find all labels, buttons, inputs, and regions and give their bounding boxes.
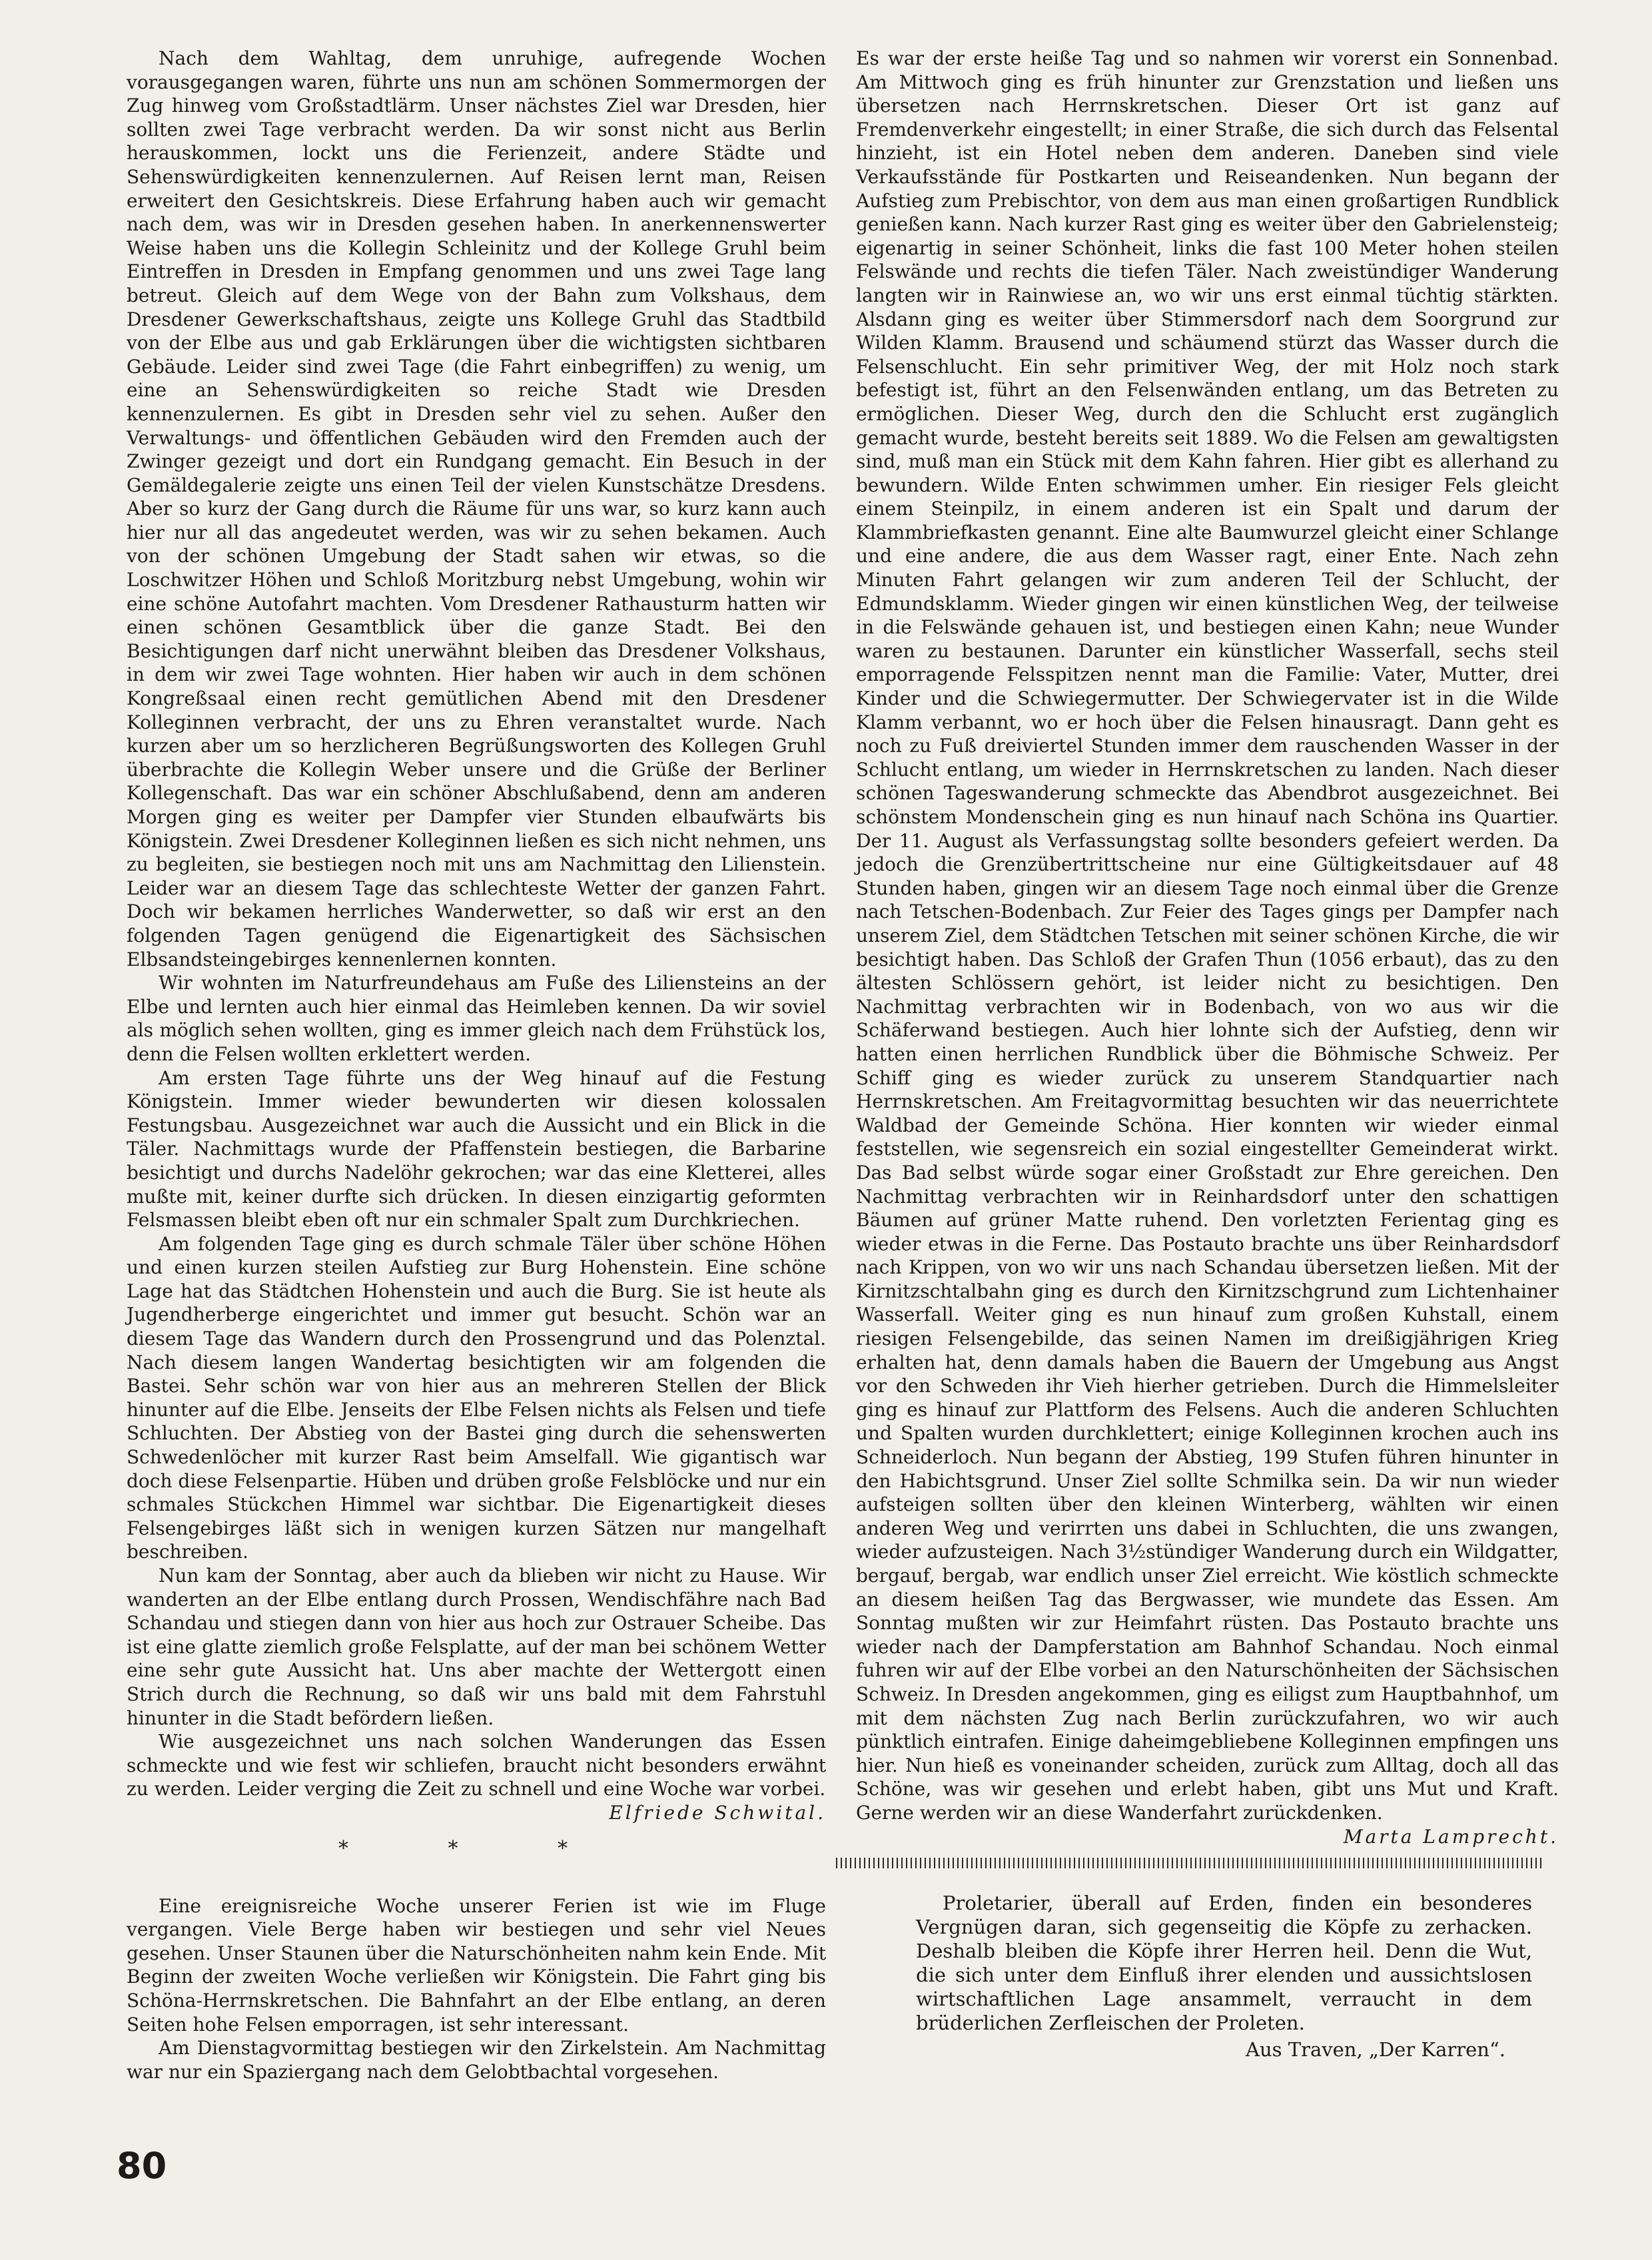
quote-source: Aus Traven, „Der Karren“. — [1246, 2038, 1505, 2062]
paragraph: Es war der erste heiße Tag und so nahmen wir vorerst ein Sonnenbad. Am Mittwoch ging es früh hinunter zur Grenzstation und ließen uns übersetzen nach Herrnskretschen. Dieser Ort ist ganz auf Fremdenverkehr eingestellt; in einer Straße, die sich durch das Felsental hinzieht, ist ein Hotel neben dem anderen. Daneben sind viele Verkaufsstände für Postkarten und Reiseandenken. Nun begann der Aufstieg zum Prebischtor, von dem aus man einen großartigen Rundblick genießen kann. Nach kurzer Rast ging es weiter über den Gabrielensteig; eigenartig in seiner Schönheit, links die fast 100 Meter hohen steilen Felswände und rechts die tiefen Täler. Nach zweistündiger Wanderung langten wir in Rainwiese an, wo wir uns erst einmal tüchtig stärkten. Alsdann ging es weiter über Stimmersdorf nach dem Soorgrund zur Wilden Klamm. Brausend und schäumend stürzt das Wasser durch die Felsenschlucht. Ein sehr primitiver Weg, der mit Holz noch stark befestigt ist, führt an den Felsenwänden entlang, um das Betreten zu ermöglichen. Dieser Weg, durch den die Schlucht erst zugänglich gemacht wurde, besteht bereits seit 1889. Wo die Felsen am gewaltigsten sind, muß man ein Stück mit dem Kahn fahren. Hier gibt es allerhand zu bewundern. Wilde Enten schwimmen umher. Ein riesiger Fels gleicht einem Steinpilz, in einem anderen ist ein Spalt und darum der Klammbriefkasten genannt. Eine alte Baumwurzel gleicht einer Schlange und eine andere, die aus dem Wasser ragt, einer Ente. Nach zehn Minuten Fahrt gelangen wir zum anderen Teil der Schlucht, der Edmundsklamm. Wieder gingen wir einen künstlichen Weg, der teilweise in die Felswände gehauen ist, und bestiegen einen Kahn; neue Wunder waren zu bestaunen. Darunter ein künstlicher Wasserfall, sechs steil emporragende Felsspitzen nennt man die Familie: Vater, Mutter, drei Kinder und die Schwiegermutter. Der Schwiegervater ist in die Wilde Klamm verbannt, wo er hoch über die Felsen hinausragt. Dann geht es noch zu Fuß dreiviertel Stunden immer dem rauschenden Wasser in der Schlucht entlang, um wieder in Herrnskretschen zu landen. Nach dieser schönen Tageswanderung schmeckte das Abendbrot ausgezeichnet. Bei schönstem Mondenschein ging es nun hinauf nach Schöna ins Quartier. Der 11. August als Verfassungstag sollte besonders gefeiert werden. Da jedoch die Grenzübertrittscheine nur eine Gültigkeitsdauer auf 48 Stunden haben, gingen wir an diesem Tage noch einmal über die Grenze nach Tetschen-Bodenbach. Zur Feier des Tages gings per Dampfer nach unserem Ziel, dem Städtchen Tetschen mit seiner schönen Kirche, die wir besichtigt haben. Das Schloß der Grafen Thun (1056 erbaut), das zu den ältesten Schlössern gehört, ist leider nicht zu besichtigen. Den Nachmittag verbrachten wir in Bodenbach, von wo aus wir die Schäferwand bestiegen. Auch hier lohnte sich der Aufstieg, denn wir hatten einen herrlichen Rundblick über die Böhmische Schweiz. Per Schiff ging es wieder zurück zu unserem Standquartier nach Herrnskretschen. Am Freitagvormittag besuchten wir das neuerrichtete Waldbad der Gemeinde Schöna. Hier konnten wir wieder einmal feststellen, wie segensreich ein sozial eingestellter Gemeinderat wirkt. Das Bad selbst würde sogar einer Großstadt zur Ehre gereichen. Den Nachmittag verbrachten wir in Reinhardsdorf unter den schattigen Bäumen auf grüner Matte ruhend. Den vorletzten Ferientag ging es wieder etwas in die Ferne. Das Postauto brachte uns über Reinhardsdorf nach Krippen, von wo wir uns nach Schandau übersetzen ließen. Mit der Kirnitzschtalbahn ging es durch den Kirnitzschgrund zum Lichtenhainer Wasserfall. Weiter ging es nun hinauf zum großen Kuhstall, einem riesigen Felsengebilde, das seinen Namen im dreißigjährigen Krieg erhalten hat, denn damals haben die Bauern der Umgebung aus Angst vor den Schweden ihr Vieh hierher getrieben. Durch die Himmelsleiter ging es hinauf zur Plattform des Felsens. Auch die anderen Schluchten und Spalten wurden durchklettert; einige Kolleginnen krochen auch ins Schneiderloch. Nun begann der Abstieg, 199 Stufen führen hinunter in den Habichtsgrund. Unser Ziel sollte Schmilka sein. Da wir nun wieder aufsteigen sollten über den kleinen Winterberg, wählten wir einen anderen Weg und verirrten uns dabei in Schluchten, die uns zwangen, wieder aufzusteigen. Nach 3½stündiger Wanderung durch ein Wildgatter, bergauf, bergab, war endlich unser Ziel erreicht. Wie köstlich schmeckte an diesem heißen Tag das Bergwasser, wie mundete das Essen. Am Sonntag mußten wir zur Heimfahrt rüsten. Das Postauto brachte uns wieder nach der Dampferstation am Bahnhof Schandau. Noch einmal fuhren wir auf der Elbe vorbei an den Naturschönheiten der Sächsischen Schweiz. In Dresden angekommen, ging es eiligst zum Hauptbahnhof, um mit dem nächsten Zug nach Berlin zurückzufahren, wo wir auch pünktlich eintrafen. Einige daheimgebliebene Kolleginnen empfingen uns hier. Nun hieß es voneinander scheiden, zurück zum Alltag, doch all das Schöne, was wir gesehen und erlebt haben, gibt uns Mut und Kraft. Gerne werden wir an diese Wanderfahrt zurückdenken. — [856, 47, 1559, 1824]
right-column — [856, 47, 1559, 2062]
paragraph: Nach dem Wahltag, dem unruhige, aufregende Wochen vorausgegangen waren, führte uns nun am schönen Sommermorgen der Zug hinweg vom Großstadtlärm. Unser nächstes Ziel war Dresden, hier sollten zwei Tage verbracht werden. Da wir sonst nicht aus Berlin herauskommen, lockt uns die Ferienzeit, andere Städte und Sehenswürdigkeiten kennenzulernen. Auf Reisen lernt man, Reisen erweitert den Gesichtskreis. Diese Erfahrung haben auch wir gemacht nach dem, was wir in Dresden gesehen haben. In anerkennenswerter Weise haben uns die Kollegin Schleinitz und der Kollege Gruhl beim Eintreffen in Dresden in Empfang genommen und uns zwei Tage lang betreut. Gleich auf dem Wege von der Bahn zum Volkshaus, dem Dresdener Gewerkschaftshaus, zeigte uns Kollege Gruhl das Stadtbild von der Elbe aus und gab Erklärungen über die wichtigsten sichtbaren Gebäude. Leider sind zwei Tage (die Fahrt einbegriffen) zu wenig, um eine an Sehenswürdigkeiten so reiche Stadt wie Dresden kennenzulernen. Es gibt in Dresden sehr viel zu sehen. Außer den Verwaltungs- und öffentlichen Gebäuden wird den Fremden auch der Zwinger gezeigt und dort ein Rundgang gemacht. Ein Besuch in der Gemäldegalerie zeigte uns einen Teil der vielen Kunstschätze Dresdens. Aber so kurz der Gang durch die Räume für uns war, so kurz kann auch hier nur all das angedeutet werden, was wir zu sehen bekamen. Auch von der schönen Umgebung der Stadt sahen wir etwas, so die Loschwitzer Höhen und Schloß Moritzburg nebst Umgebung, wohin wir eine schöne Autofahrt machten. Vom Dresdener Rathausturm hatten wir einen schönen Gesamtblick über die ganze Stadt. Bei den Besichtigungen darf nicht unerwähnt bleiben das Dresdener Volkshaus, in dem wir zwei Tage wohnten. Hier haben wir auch in dem schönen Kongreßsaal einen recht gemütlichen Abend mit den Dresdener Kolleginnen verbracht, der uns zu Ehren veranstaltet wurde. Nach kurzen aber um so herzlicheren Begrüßungsworten des Kollegen Gruhl überbrachte die Kollegin Weber unsere und die Grüße der Berliner Kollegenschaft. Das war ein schöner Abschlußabend, denn am anderen Morgen ging es weiter per Dampfer vier Stunden elbaufwärts bis Königstein. Zwei Dresdener Kolleginnen ließen es sich nicht nehmen, uns zu begleiten, sie bestiegen noch mit uns am Nachmittag den Lilienstein. Leider war an diesem Tage das schlechteste Wetter der ganzen Fahrt. Doch wir bekamen herrliches Wanderwetter, so daß wir erst an den folgenden Tagen genügend die Eigenartigkeit des Sächsischen Elbsandsteingebirges kennenlernen konnten. — [127, 47, 826, 970]
article-elfriede-schwital — [127, 47, 826, 1825]
left-column — [127, 47, 826, 2083]
paragraph: Wir wohnten im Naturfreundehaus am Fuße des Liliensteins an der Elbe und lernten auch hier einmal das Heimleben kennen. Da wir soviel als möglich sehen wollten, ging es immer gleich nach dem Frühstück los, denn die Felsen wollten erklettert werden. — [127, 972, 826, 1065]
page-number: 80 — [117, 2145, 167, 2187]
quote-box — [916, 1891, 1532, 2062]
paragraph: Am ersten Tage führte uns der Weg hinauf auf die Festung Königstein. Immer wieder bewunderten wir diesen kolossalen Festungsbau. Ausgezeichnet war auch die Aussicht und ein Blick in die Täler. Nachmittags wurde der Pfaffenstein bestiegen, die Barbarine besichtigt und durchs Nadelöhr gekrochen; war das eine Kletterei, alles mußte mit, keiner durfte sich drücken. In diesen einzigartig geformten Felsmassen bleibt eben oft nur ein schmaler Spalt zum Durchkriechen. — [127, 1066, 826, 1232]
quote-text: Proletarier, überall auf Erden, finden ein besonderes Vergnügen daran, sich gegenseitig die Köpfe zu zerhacken. Deshalb bleiben die Köpfe ihrer Herren heil. Denn die Wut, die sich unter dem Einfluß ihrer elenden und aussichtslosen wirtschaftlichen Lage ansammelt, verraucht in dem brüderlichen Zerfleischen der Proleten. — [916, 1892, 1532, 2035]
author-signature: Marta Lamprecht. — [1343, 1825, 1559, 1848]
article-marta-lamprecht-start — [127, 1894, 826, 2084]
dotted-divider — [836, 1858, 1542, 1868]
paragraph: Am Dienstagvormittag bestiegen wir den Zirkelstein. Am Nachmittag war nur ein Spaziergang nach dem Gelobtbachtal vorgesehen. — [127, 2037, 826, 2083]
article-marta-lamprecht-continued — [856, 47, 1559, 1848]
author-signature: Elfriede Schwital. — [609, 1801, 826, 1824]
paragraph: Nun kam der Sonntag, aber auch da blieben wir nicht zu Hause. Wir wanderten an der Elbe entlang durch Prossen, Wendischfähre nach Bad Schandau und stiegen dann von hier aus hoch zur Ostrauer Scheibe. Das ist eine glatte ziemlich große Felsplatte, auf der man bei schönem Wetter eine sehr gute Aussicht hat. Uns aber machte der Wettergott einen Strich durch die Rechnung, so daß wir uns bald mit dem Fahrstuhl hinunter in die Stadt befördern ließen. — [127, 1565, 826, 1729]
section-separator: * * * — [338, 1836, 615, 1860]
paragraph: Eine ereignisreiche Woche unserer Ferien ist wie im Fluge vergangen. Viele Berge haben wir bestiegen und sehr viel Neues gesehen. Unser Staunen über die Naturschönheiten nahm kein Ende. Mit Beginn der zweiten Woche verließen wir Königstein. Die Fahrt ging bis Schöna-Herrnskretschen. Die Bahnfahrt an der Elbe entlang, an deren Seiten hohe Felsen emporragen, ist sehr interessant. — [127, 1894, 826, 2036]
paragraph: Am folgenden Tage ging es durch schmale Täler über schöne Höhen und einen kurzen steilen Aufstieg zur Burg Hohenstein. Eine schöne Lage hat das Städtchen Hohenstein und auch die Burg. Sie ist heute als Jugendherberge eingerichtet und immer gut besucht. Schön war an diesem Tage das Wandern durch den Prossengrund und das Polenztal. Nach diesem langen Wandertag besichtigten wir am folgenden die Bastei. Sehr schön war von hier aus an mehreren Stellen der Blick hinunter auf die Elbe. Jenseits der Elbe Felsen nichts als Felsen und tiefe Schluchten. Der Abstieg von der Bastei ging durch die sehenswerten Schwedenlöcher mit kurzer Rast beim Amselfall. Wie gigantisch war doch diese Felsenpartie. Hüben und drüben große Felsblöcke und nur ein schmales Stückchen Himmel war sichtbar. Die Eigenartigkeit dieses Felsengebirges läßt sich in wenigen kurzen Sätzen nur mangelhaft beschreiben. — [127, 1232, 826, 1563]
paragraph: Wie ausgezeichnet uns nach solchen Wanderungen das Essen schmeckte und wie fest wir schliefen, braucht nicht besonders erwähnt zu werden. Leider verging die Zeit zu schnell und eine Woche war vorbei. — [127, 1730, 826, 1800]
